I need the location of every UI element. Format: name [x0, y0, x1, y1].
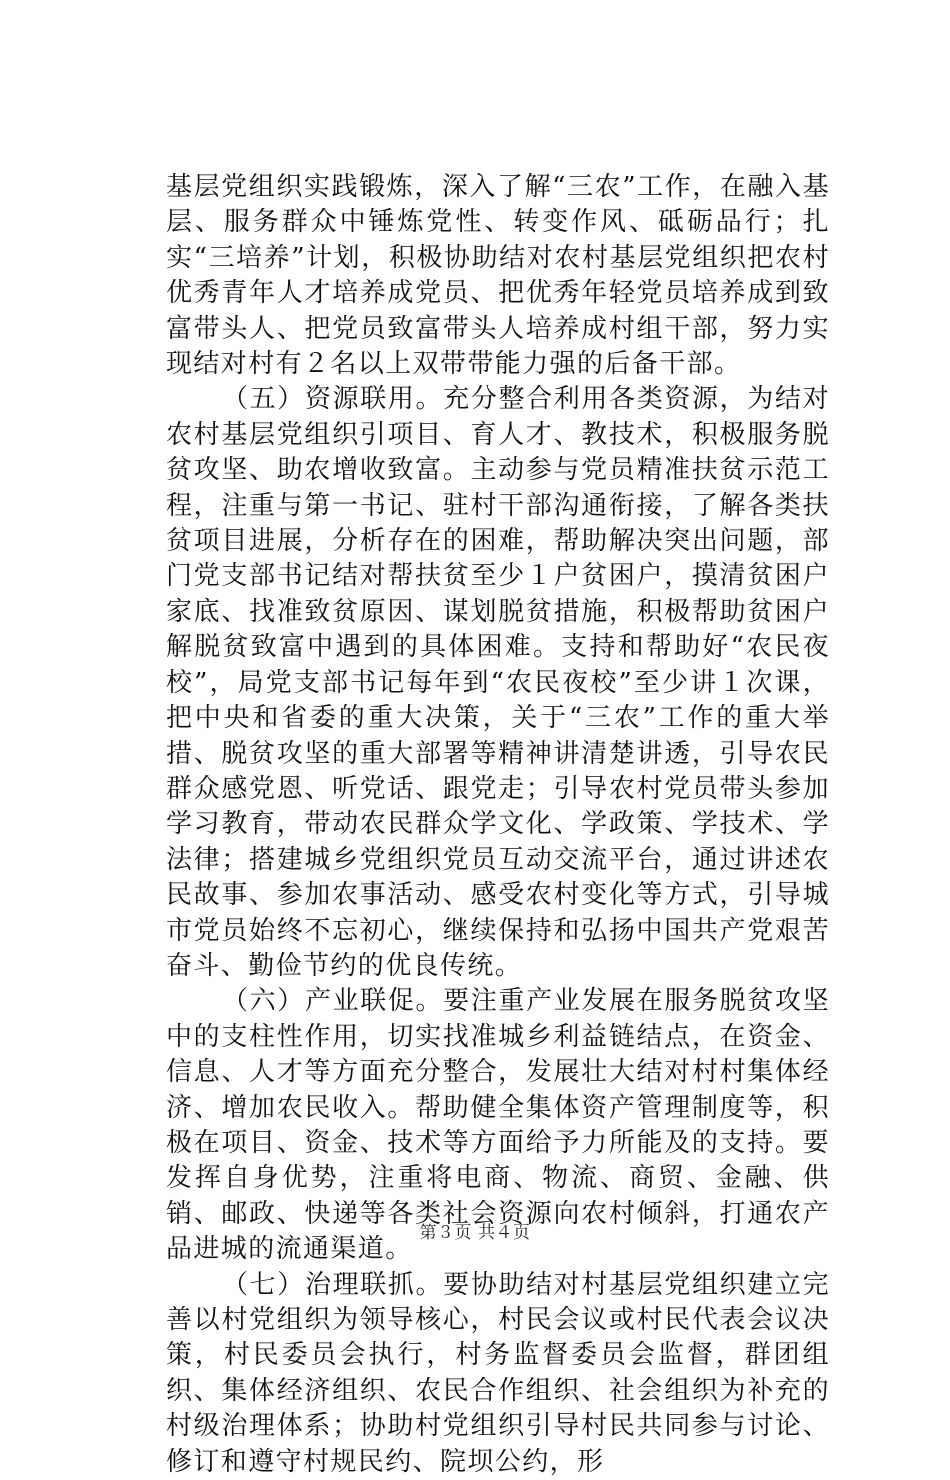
paragraph-continuation: 基层党组织实践锻炼，深入了解“三农”工作，在融入基层、服务群众中锤炼党性、转变作风、砥砺品行；扎实“三培养”计划，积极协助结对农村基层党组织把农村优秀青年人才培养成党员、把优秀年轻党员培养成到致富带头人、把党员致富带头人培养成村组干部，努力实现结对村有２名以上双带带能力强的后备干部。 [166, 172, 830, 380]
paragraph-industry-promotion: （六）产业联促。要注重产业发展在服务脱贫攻坚中的支柱性作用，切实找准城乡利益链结点，在资金、信息、人才等方面充分整合，发展壮大结对村村集体经济、增加农民收入。帮助健全集体资产管理制度等，积极在项目、资金、技术等方面给予力所能及的支持。要发挥自身优势，注重将电商、物流、商贸、金融、供销、邮政、快递等各类社会资源向农村倾斜，打通农产品进城的流通渠道。 [166, 986, 830, 1265]
document-body [166, 170, 830, 1480]
paragraph-governance: （七）治理联抓。要协助结对村基层党组织建立完善以村党组织为领导核心，村民会议或村民代表会议决策，村民委员会执行，村务监督委员会监督，群团组织、集体经济组织、农民合作组织、社会组织为补充的村级治理体系；协助村党组织引导村民共同参与讨论、修订和遵守村规民约、院坝公约，形 [166, 1269, 830, 1477]
paragraph-resource-sharing: （五）资源联用。充分整合利用各类资源，为结对农村基层党组织引项目、育人才、教技术，积极服务脱贫攻坚、助农增收致富。主动参与党员精准扶贫示范工程，注重与第一书记、驻村干部沟通衔接，了解各类扶贫项目进展，分析存在的困难，帮助解决突出问题，部门党支部书记结对帮扶贫至少１户贫困户，摸清贫困户家底、找准致贫原因、谋划脱贫措施，积极帮助贫困户解脱贫致富中遇到的具体困难。支持和帮助好“农民夜校”，局党支部书记每年到“农民夜校”至少讲１次课，把中央和省委的重大决策，关于“三农”工作的重大举措、脱贫攻坚的重大部署等精神讲清楚讲透，引导农民群众感党恩、听党话、跟党走；引导农村党员带头参加学习教育，带动农民群众学文化、学政策、学技术、学法律；搭建城乡党组织党员互动交流平台，通过讲述农民故事、参加农事活动、感受农村变化等方式，引导城市党员始终不忘初心，继续保持和弘扬中国共产党艰苦奋斗、勤俭节约的优良传统。 [166, 384, 830, 981]
page-footer: 第３页 共４页 [419, 1223, 531, 1243]
